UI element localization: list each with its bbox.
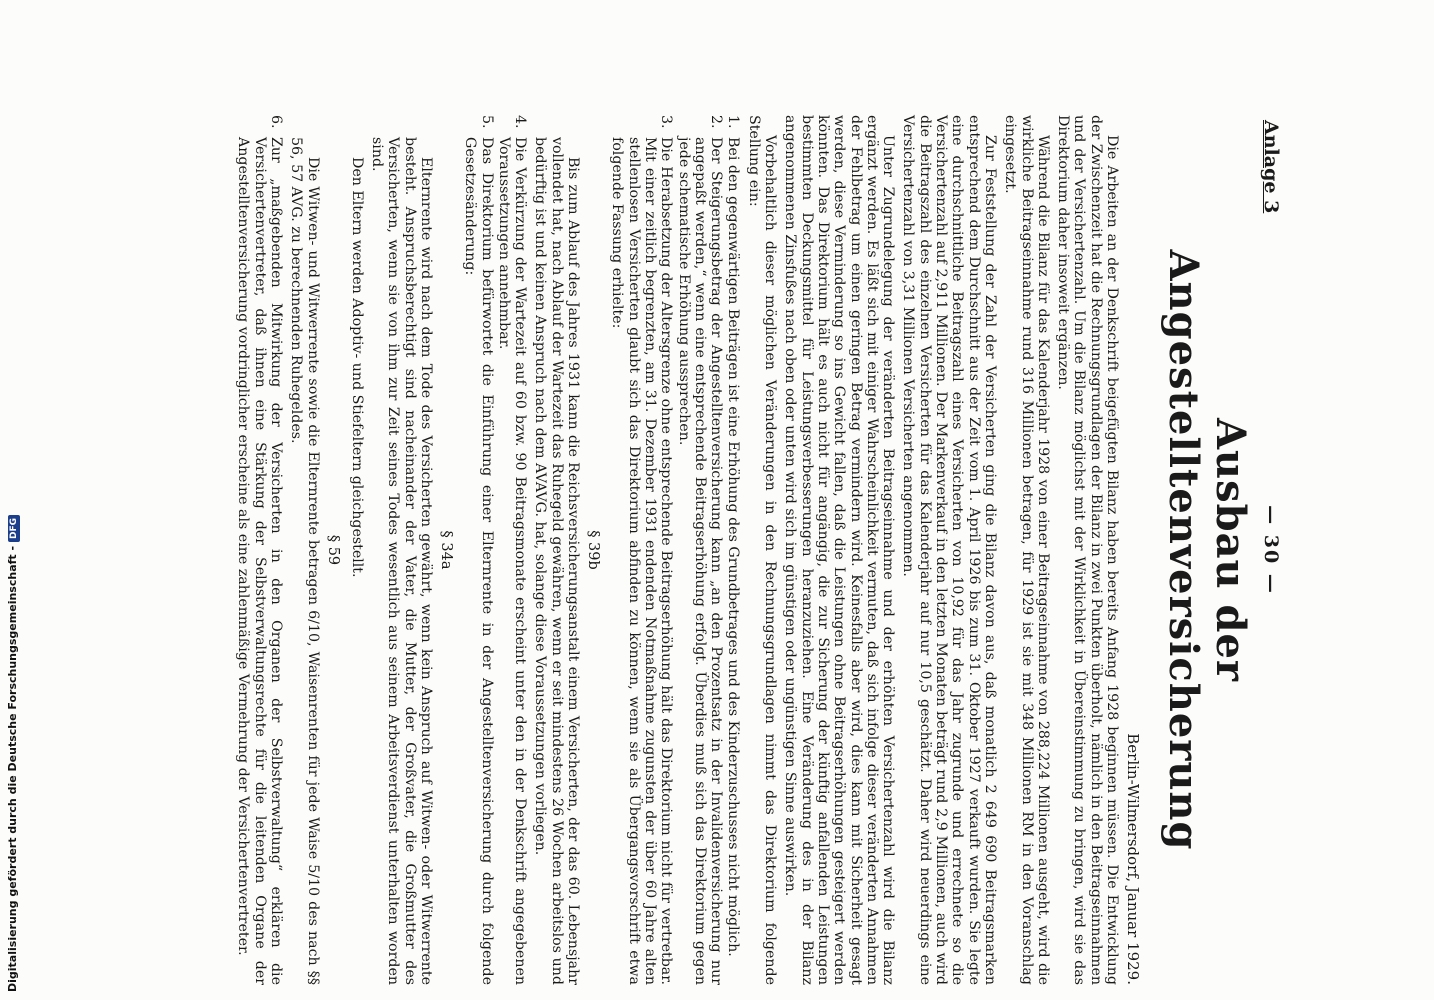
section-tail-34a: Den Eltern werden Adoptiv- und Stiefeltern gleichgestellt. — [348, 157, 365, 578]
paragraph: Unter Zugrundelegung der veränderten Beitragseinnahme und der erhöhten Versichertenzahl wird die Bilanz ergänzt werden. Es läßt sich mit einiger Wahrscheinlichkeit vermuten, daß sich infolge dieser veränderten Annahmen der Fehlbetrag um einen geringen Betrag vermindern wird. Keinesfalls aber wird, dies kann mit Sicherheit gesagt werden, diese Verminderung so ins Gewicht fallen, daß die Leistungen ohne Beitragserhöhungen gesteigert werden könnten. Das Direktorium hält es auch nicht für angängig, die zur Sicherung der künftig anfallenden Leistungen bestimmten Deckungsmittel für Leistungsverbesserungen heranzuziehen. Eine Veränderung des in der Bilanz angenommenen Zinsfußes nach oben oder unten wird sich im günstigen oder ungünstigen Sinne auswirken. — [782, 115, 897, 985]
list-item: 2. Der Steigerungsbetrag der Angestelltenversicherung kann „an den Prozentsatz in der Invalidenversicherung nur angepaßt werden,“ wenn eine entsprechende Beitragserhöhung erfolgt. Überdies muß sich das Direktorium gegen jede schematische Erhöhung aussprechen. — [675, 115, 725, 985]
numbered-list — [462, 115, 528, 985]
paragraph: Während die Bilanz für das Kalenderjahr 1928 von einer Beitragseinnahme von 288,224 Millionen ausgeht, wird die wirkliche Beitragseinnahme rund 316 Millionen betragen, für 1929 ist sie mit 348 Millionen RM in den Voranschlag eingesetzt. — [1002, 115, 1051, 985]
section-heading-59: § 59 — [324, 534, 341, 566]
section-text-59: Die Witwen- und Witwerrente sowie die Elternrente betragen 6/10, Waisenrenten für jede Waise 5/10 des nach §§ 56, 57 AVG. zu berechnenden Ruhegeldes. — [288, 137, 321, 985]
dateline: Berlin-Wilmersdorf, Januar 1929. — [1124, 733, 1142, 985]
dfg-logo-icon: DFG — [8, 515, 20, 542]
list-item: 4. Die Verkürzung der Wartezeit auf 60 bzw. 90 Beitragsmonate erscheint unter den in der Denkschrift angegebenen Voraussetzungen annehmbar. — [495, 115, 529, 985]
section-text-34a: Elternrente wird nach dem Tode des Versicherten gewährt, wenn kein Anspruch auf Witwen- oder Witwerrente besteht. Anspruchsberechtigt sind nacheinander der Vater, die Mutter, der Großvater, die Großmutter des Versicherten, wenn sie von ihm zur Zeit seines Todes wesentlich aus seinem Arbeitsverdienst unterhalten worden sind. — [369, 137, 435, 985]
section-heading-39b: § 39b — [585, 530, 602, 570]
page-content — [234, 115, 1282, 985]
footer-band — [0, 0, 22, 1000]
numbered-list — [609, 115, 741, 985]
paragraph: Die Arbeiten an der Denkschrift beigefügten Bilanz haben bereits Anfang 1928 beginnen müssen. Die Entwicklung der Zwischenzeit hat die Rechnungsgrundlagen der Bilanz in zwei Punkten überholt, nämlich in den Beitragseinnahmen und der Versichertenzahl. Um die Bilanz möglichst mit der Wirklichkeit in Übereinstimmung zu bringen, wird sie das Direktorium daher insoweit ergänzen. — [1055, 115, 1120, 985]
footer-text: Digitalisierung gefördert durch die Deutsche Forschungsgemeinschaft - — [6, 545, 19, 992]
page-title: Ausbau der Angestelltenversicherung — [1160, 249, 1254, 851]
section-heading-34a: § 34a — [438, 530, 455, 570]
paragraph: Vorbehaltlich dieser möglichen Veränderungen in den Rechnungsgrundlagen nimmt das Direktorium folgende Stellung ein: — [745, 115, 779, 985]
rotated-page — [130, 0, 1290, 1000]
anlage-label: Anlage 3 — [1260, 120, 1282, 214]
section-text-39b: Bis zum Ablauf des Jahres 1931 kann die Reichsversicherungsanstalt einem Versicherten, der das 60. Lebensjahr vollendet hat, nach Ablauf der Wartezeit das Ruhegeld gewähren, wenn er seit mindestens 26 Wochen arbeitslos und bedürftig ist und keinen Anspruch nach dem AVAVG. hat, solange diese Voraussetzungen vorliegen. — [532, 137, 582, 985]
list-item: 3. Die Herabsetzung der Altersgrenze ohne entsprechende Beitragserhöhung hält das Direktorium nicht für vertretbar. Mit einer zeitlich begrenzten, am 31. Dezember 1931 endenden Notmaßnahme zugunsten der über 60 Jahre alten stellenlosen Versicherten glaubt sich das Direktorium abfinden zu können, wenn sie als Übergangsvorschrift etwa folgende Fassung erhielte: — [609, 115, 675, 985]
list-item: 1. Bei den gegenwärtigen Beiträgen ist eine Erhöhung des Grundbetrages und des Kinderzuschusses nicht möglich. — [725, 115, 742, 957]
numbered-list — [235, 115, 284, 985]
list-item: 6. Zur „maßgebenden Mitwirkung der Versicherten in den Organen der Selbstverwaltung“ erklären die Versichertenvertreter, daß ihnen eine Stärkung der Selbstverwaltungsrechte für die leitenden Organe der Angestelltenversicherung vordringlicher erscheine als eine zahlenmäßige Vermehrung der Versichertenvertreter. — [235, 115, 284, 985]
page-number: — 30 — — [1260, 505, 1282, 595]
paragraph: Zur Feststellung der Zahl der Versicherten ging die Bilanz davon aus, daß monatlich 2 649 690 Beitragsmarken entsprechend dem Durchschnitt aus der Zeit vom 1. April 1926 bis zum 31. Oktober 1927 verkauft wurden. Sie legte eine durchschnittliche Beitragszahl eines Versicherten von 10,92 für das Jahr zugrunde und errechnete so die Versichertenzahl auf 2,911 Millionen. Der Markenverkauf in den letzten Monaten beträgt rund 2,9 Millionen, auch wird die Beitragszahl des einzelnen Versicherten für das Kalenderjahr auf nur 10,5 geschätzt. Daher wird neuerdings eine Versichertenzahl von 3,31 Millionen Versicherten angenommen. — [900, 115, 998, 985]
digitization-footer — [6, 515, 20, 992]
list-item: 5. Das Direktorium befürwortet die Einführung einer Elternrente in der Angestelltenversicherung durch folgende Gesetzesänderung: — [462, 115, 495, 985]
